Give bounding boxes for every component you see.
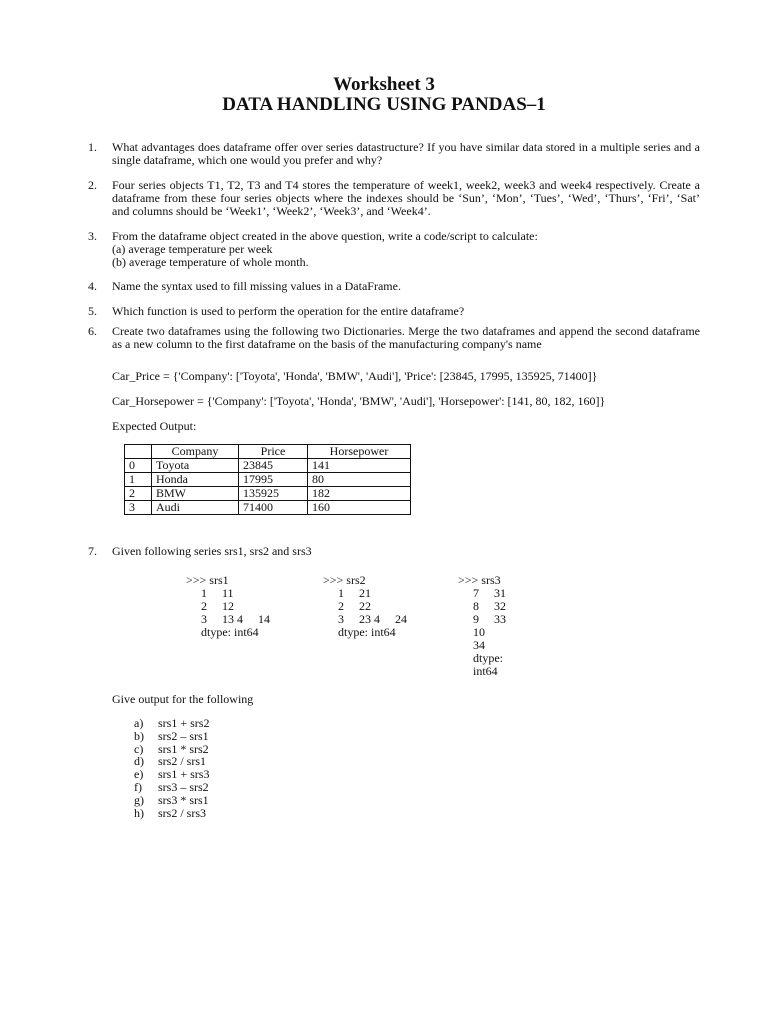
series-line: >>> srs1 [186,573,229,587]
question-number: 5. [88,304,97,318]
list-item-label: g) [134,792,144,807]
series-line: 1 21 [323,586,371,600]
worksheet-subtitle: DATA HANDLING USING PANDAS–1 [222,94,546,115]
question-4 [88,280,700,293]
table-cell: 135925 [239,487,308,501]
list-item-expr: srs2 – srs1 [158,728,209,743]
list-item-label: h) [134,805,144,820]
table-cell: BMW [152,487,239,501]
question-3 [88,230,700,269]
series-line: 34 [458,638,485,652]
series-line: 7 31 [458,586,506,600]
table-header-cell: Price [239,445,308,459]
table-cell: 0 [125,459,152,473]
series-srs2 [323,574,407,639]
question-subpart-a: (a) average temperature per week [112,242,273,256]
question-subpart-b: (b) average temperature of whole month. [112,255,309,269]
table-cell: Audi [152,501,239,515]
question-6 [88,325,700,351]
series-line: 9 33 [458,612,506,626]
table-cell: 3 [125,501,152,515]
list-item-label: d) [134,754,144,769]
list-item [134,807,209,820]
table-cell: 17995 [239,473,308,487]
list-item-label: e) [134,767,144,782]
list-item-expr: srs3 * srs1 [158,792,209,807]
table-header-cell: Company [152,445,239,459]
question-number: 2. [88,178,97,192]
table-row [125,473,411,487]
list-item-expr: srs1 * srs2 [158,741,209,756]
series-line: 2 12 [186,599,234,613]
table-cell: 141 [308,459,411,473]
series-line: >>> srs3 [458,573,501,587]
table-header-row [125,445,411,459]
table-header-cell [125,445,152,459]
table-cell: 71400 [239,501,308,515]
question-1 [88,141,700,167]
series-line: 3 23 4 24 [323,612,407,626]
series-line: int64 [458,664,498,678]
expected-output-table [124,444,411,515]
series-line: 2 22 [323,599,371,613]
question-text: Name the syntax used to fill missing values in a DataFrame. [112,279,401,293]
table-header-cell: Horsepower [308,445,411,459]
question-number: 3. [88,229,97,243]
table-cell: 1 [125,473,152,487]
list-item-expr: srs2 / srs3 [158,805,207,820]
series-line: 3 13 4 14 [186,612,270,626]
car-horsepower-dict: Car_Horsepower = {'Company': ['Toyota', 'Honda', 'BMW', 'Audi'], 'Horsepower': [141, 80, 182, 160]} [112,394,606,408]
series-srs3 [458,574,506,678]
list-item-label: a) [134,716,144,730]
question-5 [88,305,700,318]
table-row [125,459,411,473]
table-cell: 80 [308,473,411,487]
table-cell: Honda [152,473,239,487]
question-7 [88,545,700,558]
series-line: 10 [458,625,485,639]
question-text: From the dataframe object created in the above question, write a code/script to calculate: [112,229,538,243]
question-text: Four series objects T1, T2, T3 and T4 stores the temperature of week1, week2, week3 and week4 respectively. Create a dataframe from these four series objects where the indexes should be ‘Sun’, ‘Mon’, ‘Tues’, ‘Wed’, ‘Thurs’, ‘Fri’, ‘Sat’ and columns should be ‘Week1’, ‘Week2’, ‘Week3’, and ‘Week4’. [112,178,700,218]
expected-output-label: Expected Output: [112,419,197,433]
series-srs1 [186,574,270,639]
list-item-expr: srs1 + srs3 [158,767,210,782]
table-cell: 2 [125,487,152,501]
list-item-expr: srs2 / srs1 [158,754,207,769]
question-number: 6. [88,324,97,338]
list-item-expr: srs1 + srs2 [158,716,210,730]
table-row [125,487,411,501]
list-item-label: b) [134,728,144,743]
table-cell: Toyota [152,459,239,473]
table-row [125,501,411,515]
table-cell: 160 [308,501,411,515]
list-item-expr: srs3 – srs2 [158,779,209,794]
series-line: >>> srs2 [323,573,366,587]
question-number: 7. [88,544,97,558]
question-text: What advantages does dataframe offer over series datastructure? If you have similar data stored in a multiple series and a single dataframe, which one would you prefer and why? [112,140,700,167]
list-item-label: c) [134,741,144,756]
question-text: Which function is used to perform the operation for the entire dataframe? [112,304,465,318]
question-number: 4. [88,279,97,293]
give-output-label: Give output for the following [112,692,254,706]
question-2 [88,179,700,218]
series-line: dtype: int64 [323,625,396,639]
worksheet-title: Worksheet 3 [333,74,435,95]
table-cell: 23845 [239,459,308,473]
series-line: dtype: int64 [186,625,259,639]
series-line: dtype: [458,651,503,665]
answer-list [134,717,209,819]
question-text: Create two dataframes using the following two Dictionaries. Merge the two dataframes and append the second dataframe as a new column to the first dataframe on the basis of the manufacturing company's name [112,324,700,351]
question-number: 1. [88,140,97,154]
table-cell: 182 [308,487,411,501]
car-price-dict: Car_Price = {'Company': ['Toyota', 'Honda', 'BMW', 'Audi'], 'Price': [23845, 17995, 135925, 71400]} [112,369,598,383]
series-line: 8 32 [458,599,506,613]
series-line: 1 11 [186,586,234,600]
question-text: Given following series srs1, srs2 and srs3 [112,544,312,558]
list-item-label: f) [134,779,142,794]
